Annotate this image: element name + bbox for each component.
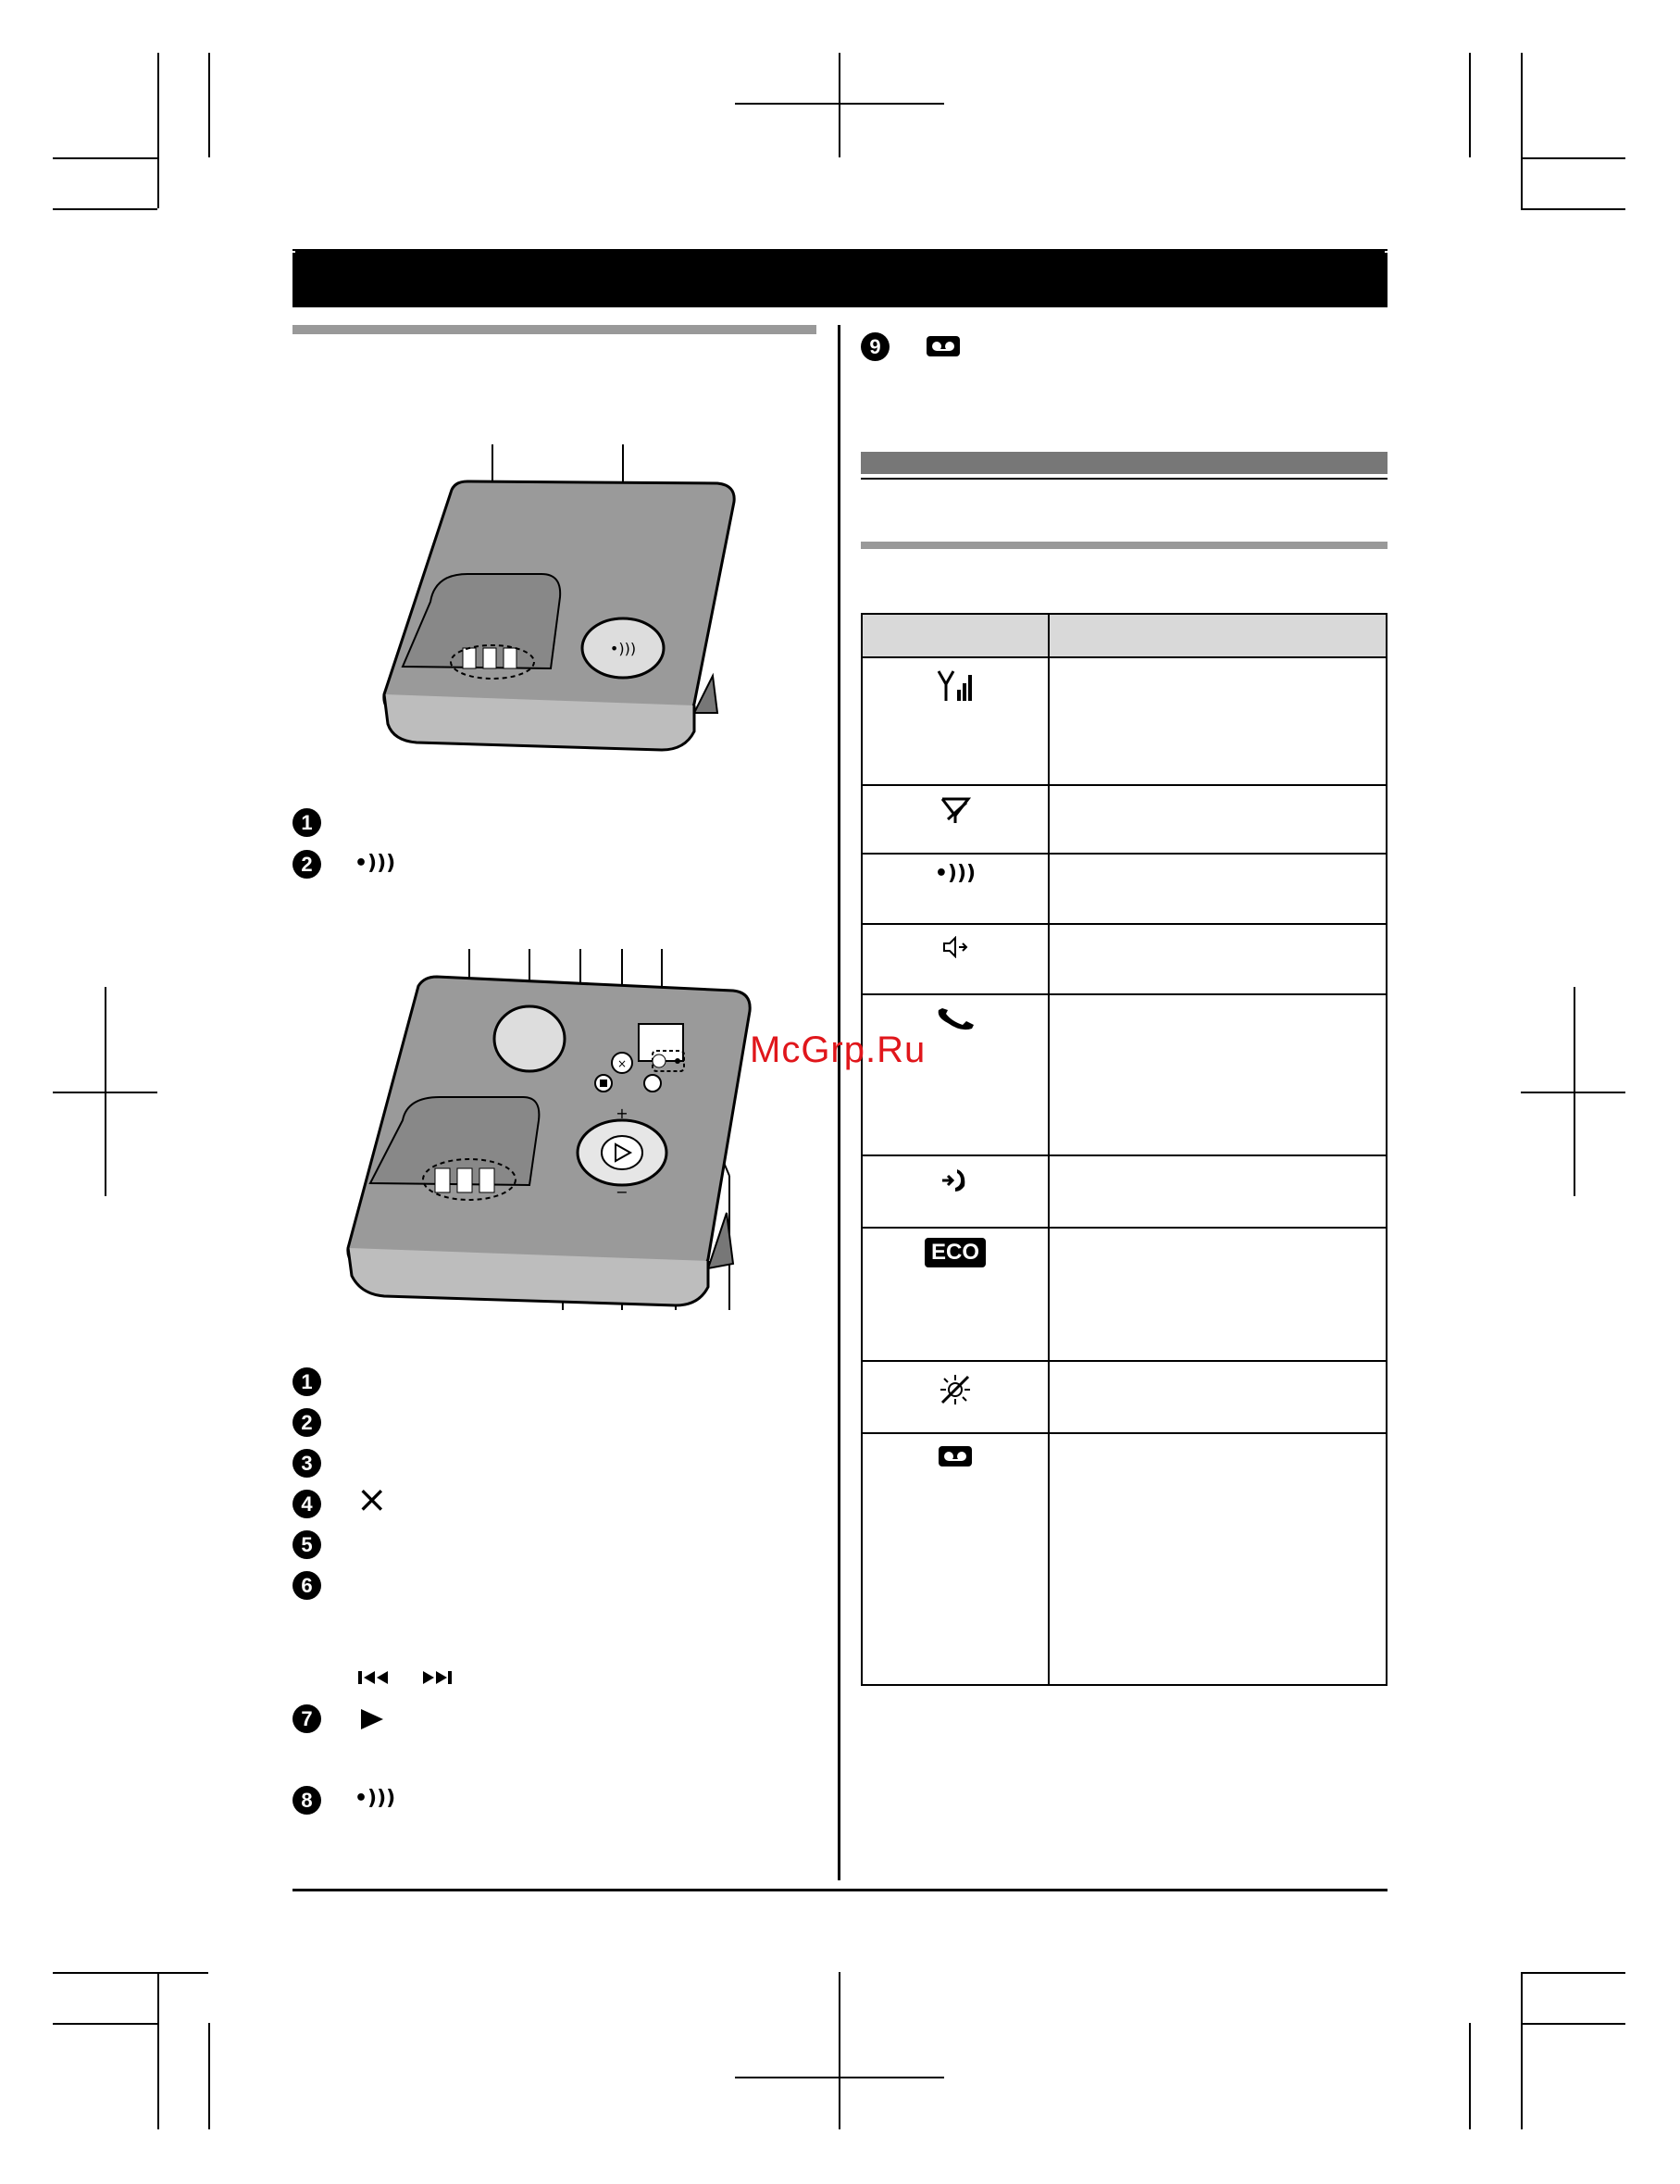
header-bar (292, 253, 1388, 307)
table-row (862, 1433, 1387, 1685)
erase-icon: × (356, 1479, 388, 1521)
callout-number: 2 (292, 850, 321, 879)
svg-text:•))): •))) (609, 640, 637, 657)
out-of-range-icon (939, 797, 972, 825)
locator-icon: •))) (355, 1787, 396, 1810)
callout-number: 2 (292, 1408, 321, 1437)
callout-number: 8 (292, 1786, 321, 1815)
handset-in-use-icon (935, 1006, 976, 1034)
callout-number: 7 (292, 1704, 321, 1733)
table-row (862, 924, 1387, 994)
header-top-rule (292, 249, 1388, 251)
svg-text:+: + (616, 1104, 628, 1122)
callout-number: 6 (292, 1571, 321, 1600)
table-row (862, 1361, 1387, 1433)
table-row (862, 785, 1387, 854)
table-row (862, 854, 1387, 924)
display-icons-table (861, 613, 1388, 1686)
right-section-rule (861, 478, 1388, 480)
ringer-off-icon (939, 1373, 972, 1406)
table-row (862, 1155, 1387, 1228)
table-row (862, 1228, 1387, 1361)
speakerphone-icon (942, 936, 968, 958)
svg-text:×: × (616, 1057, 628, 1070)
callout-number: 1 (292, 1367, 321, 1396)
watermark-text: McGrp.Ru (750, 1030, 927, 1070)
table-row (862, 994, 1387, 1155)
answering-base-diagram (333, 935, 759, 1324)
paging-icon: •))) (934, 862, 977, 885)
table-row (862, 657, 1387, 785)
callout-number: 9 (861, 332, 890, 361)
play-icon (359, 1707, 385, 1731)
right-subsection-bar (861, 542, 1388, 549)
right-section-bar-dark (861, 452, 1388, 474)
locator-icon: •))) (355, 852, 396, 875)
callout-number: 4 (292, 1490, 321, 1518)
eco-mode-icon: ECO (925, 1238, 986, 1267)
left-section-bar (292, 325, 816, 334)
footer-rule (292, 1889, 1388, 1891)
call-in-progress-icon (940, 1167, 970, 1193)
callout-number: 1 (292, 808, 321, 837)
callout-number: 5 (292, 1530, 321, 1559)
table-header-row (862, 614, 1387, 657)
answer-on-off-icon (926, 335, 961, 357)
column-divider (838, 325, 840, 1880)
table-header-cell (862, 614, 1049, 657)
answering-machine-icon (938, 1445, 973, 1467)
callout-number: 3 (292, 1449, 321, 1478)
skip-back-forward-icon (356, 1666, 458, 1689)
base-unit-diagram (366, 435, 754, 796)
signal-strength-icon (937, 669, 974, 703)
svg-text:−: − (616, 1183, 628, 1201)
table-header-cell (1049, 614, 1387, 657)
